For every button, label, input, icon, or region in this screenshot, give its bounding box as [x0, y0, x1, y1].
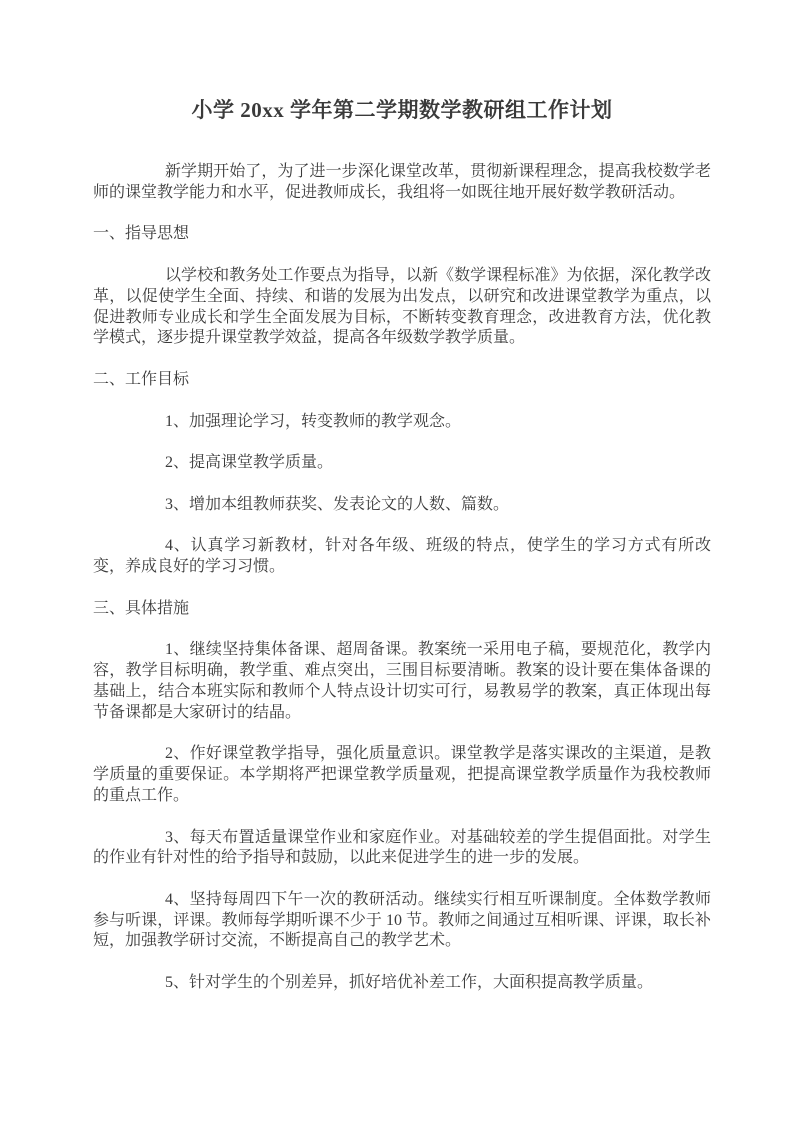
work-goal-item-2: 2、提高课堂教学质量。: [165, 454, 334, 472]
section-heading-concrete-measures: 三、具体措施: [93, 599, 190, 617]
measure-item-1: 1、继续坚持集体备课、超周备课。教案统一采用电子稿，要规范化，教学内容，教学目标明确，教学重、难点突出，三围目标要清晰。教案的设计要在集体备课的基础上，结合本班实际和教师个人特点设计切实可行，易教易学的教案，真正体现出每节备课都是大家研讨的结晶。: [93, 641, 711, 721]
measure-item-5: 5、针对学生的个别差异，抓好培优补差工作，大面积提高教学质量。: [165, 974, 654, 992]
work-goal-item-4: 4、认真学习新教材，针对各年级、班级的特点，使学生的学习方式有所改变，养成良好的学习习惯。: [93, 537, 711, 576]
work-goal-item-1: 1、加强理论学习，转变教师的教学观念。: [165, 412, 462, 430]
section-1-paragraph: 以学校和教务处工作要点为指导，以新《数学课程标准》为依据，深化教学改革，以促使学生全面、持续、和谐的发展为出发点，以研究和改进课堂教学为重点，以促进教师专业成长和学生全面发展为目标，不断转变教育理念，改进教育方法，优化教学模式，逐步提升课堂教学效益，提高各年级数学教学质量。: [93, 266, 711, 347]
section-heading-work-goals: 二、工作目标: [93, 370, 190, 388]
intro-paragraph: 新学期开始了，为了进一步深化课堂改革，贯彻新课程理念，提高我校数学老师的课堂教学能力和水平，促进教师成长，我组将一如既往地开展好数学教研活动。: [93, 163, 711, 201]
measure-item-4: 4、坚持每周四下午一次的教研活动。继续实行相互听课制度。全体数学教师参与听课，评课。教师每学期听课不少于 10 节。教师之间通过互相听课、评课，取长补短，加强教学研讨交流，不断提高自己的教学艺术。: [93, 890, 711, 950]
page-title: 小学 20xx 学年第二学期数学教研组工作计划: [191, 98, 613, 122]
measure-item-2: 2、作好课堂教学指导，强化质量意识。课堂教学是落实课改的主渠道，是教学质量的重要保证。本学期将严把课堂教学质量观，把提高课堂教学质量作为我校教师的重点工作。: [93, 745, 711, 804]
section-heading-guiding-ideology: 一、指导思想: [93, 225, 190, 243]
measure-item-3: 3、每天布置适量课堂作业和家庭作业。对基础较差的学生提倡面批。对学生的作业有针对性的给予指导和鼓励，以此来促进学生的进一步的发展。: [93, 828, 711, 867]
work-goal-item-3: 3、增加本组教师获奖、发表论文的人数、篇数。: [165, 495, 510, 513]
